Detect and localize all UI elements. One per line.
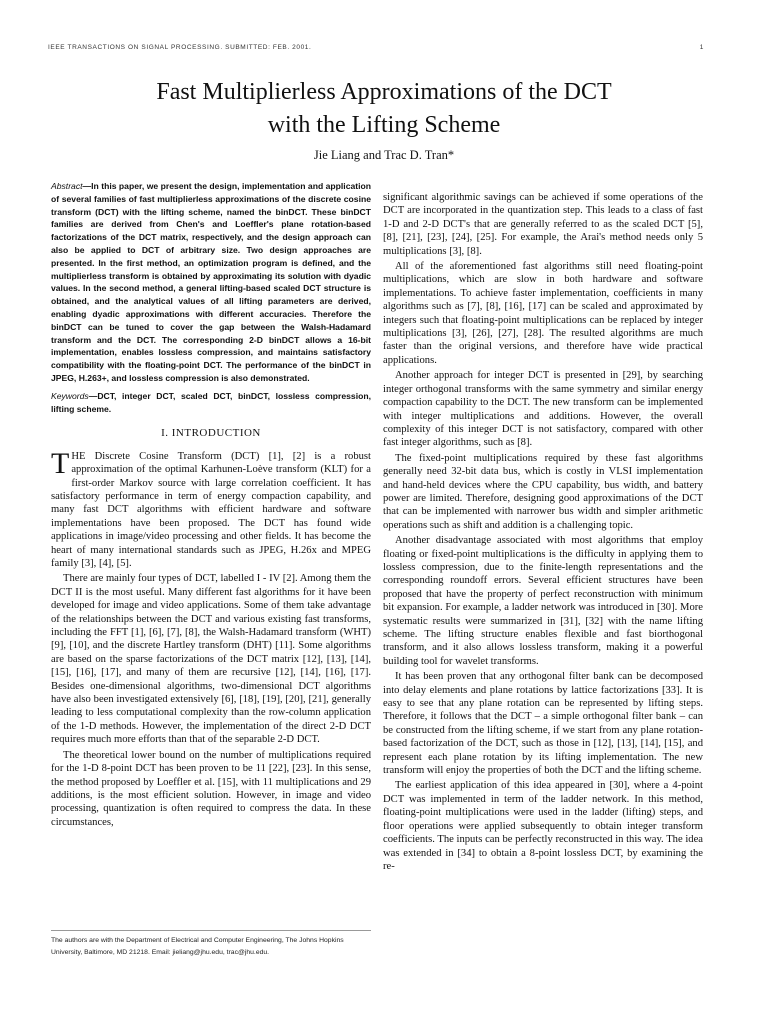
intro-paragraph-3: The theoretical lower bound on the number of multiplications required for the 1-D 8-point DCT has been proven to be 11 [22], [23]. In this sense, the method proposed by Loeffler et al. [15], with 11 multiplications and 29 additions, is the most efficient solution. However, in image and video processing, quantization is often required to compress the data. In these circumstances,	[51, 749, 371, 828]
journal-header: IEEE TRANSACTIONS ON SIGNAL PROCESSING. SUBMITTED: FEB. 2001.	[48, 44, 312, 51]
intro-paragraph-1-text: HE Discrete Cosine Transform (DCT) [1], [2] is a robust approximation of the optimal Karhunen-Loève transform (KLT) for a first-order Markov source with large correlation coefficient. It has satisfactory performance in term of energy compaction capability, and many fast DCT algorithms with efficient hardware and software implementations have been proposed. The DCT has found wide applications in image/video processing and other fields. It has become the heart of many international standards such as JPEG, H.26x and MPEG family [3], [4], [5].	[51, 450, 371, 569]
right-paragraph-5: Another disadvantage associated with most algorithms that employ floating or fixed-point multiplications is the difficulty in applying them to lossless compression, due to the finite-length representations and the corresponding roundoff errors. Several efficient structures have been proposed that have the property of perfect reconstruction with minimum bit expansion. For example, a ladder network was introduced in [30]. More systematic results were summarized in [31], [32] with the name lifting scheme. The lifting structure enables flexible and fast biorthogonal transform, and it also allows lossless transform, making it a powerful building tool for wavelet transforms.	[383, 535, 703, 667]
intro-paragraph-1	[51, 446, 371, 571]
keywords-label: Keywords	[51, 390, 89, 401]
keywords	[51, 390, 371, 416]
title-line-1: Fast Multiplierless Approximations of the DCT	[156, 79, 612, 105]
paper-title	[0, 76, 768, 142]
right-paragraph-7: The earliest application of this idea appeared in [30], where a 4-point DCT was implemented in term of the ladder network. In this method, floating-point multiplications were used in the ladder (lifting) steps, and floor operations were applied subsequently to obtain integer transform coefficients. The inputs can be perfectly reconstructed in this way. The idea was extended in [34] to obtain a 8-point lossless DCT, by examining the re-	[383, 780, 703, 872]
keywords-text: —DCT, integer DCT, scaled DCT, binDCT, lossless compression, lifting scheme.	[51, 390, 371, 414]
running-head	[48, 44, 704, 51]
right-paragraph-1: significant algorithmic savings can be achieved if some operations of the DCT are incorporated in the quantization step. This leads to a class of fast 1-D and 2-D DCT's that are generally referred to as the scaled DCT [5], [8], [21], [23], [24], [25]. For example, the Arai's method needs only 5 multiplications [3], [8].	[383, 192, 703, 257]
right-paragraph-3: Another approach for integer DCT is presented in [29], by searching integer orthogonal transforms with the same symmetry and similar energy compaction capability to the DCT. The new transform can be implemented with integer multiplications and additions. However, the overall complexity of this integer DCT is not satisfactory, compared with other fast integer algorithms, such as [8].	[383, 370, 703, 449]
intro-paragraph-2: There are mainly four types of DCT, labelled I - IV [2]. Among them the DCT II is the most useful. Many different fast algorithms for it have been developed for image and video applications. Some of them take advantage of the relationships between the DCT and various existing fast transforms, including the FFT [1], [6], [7], [8], the Walsh-Hadamard transform (WHT) [9], [10], and the discrete Hartley transform (DHT) [11]. Some algorithms are based on the sparse factorizations of the DCT matrix [12], [13], [14], [15], [16], [17], and many of them are recursive [12], [14], [16], [17]. Besides one-dimensional algorithms, two-dimensional DCT algorithms have also been investigated extensively [6], [18], [19], [20], [21], generally leading to less computational complexity than the row-column application of the 1-D methods. However, the implementation of the direct 2-D DCT requires much more efforts than that of the separable 2-D DCT.	[51, 573, 371, 746]
right-paragraph-4: The fixed-point multiplications required by these fast algorithms generally need 32-bit data bus, which is costly in VLSI implementation and hand-held devices where the CPU capability, bus width, and battery power are limited. Therefore, designing good approximations of the DCT that can be implemented with narrower bus width and simpler arithmetic operations such as shift and addition is a challenging topic.	[383, 452, 703, 531]
page-number: 1	[699, 44, 704, 51]
right-column	[383, 191, 703, 875]
abstract	[51, 180, 371, 385]
affiliation-footnote: The authors are with the Department of Electrical and Computer Engineering, The Johns Hopkins University, Baltimore, MD 21218. Email: jieliang@jhu.edu, trac@jhu.edu.	[51, 930, 371, 959]
right-paragraph-2: All of the aforementioned fast algorithms still need floating-point multiplications, which are slow in both hardware and software implementations. To achieve faster implementation, coefficients in many algorithms such as [7], [8], [16], [17] can be scaled and approximated by integers such that floating-point multiplications can be replaced by integer multiplications [3], [26], [27], [28]. The resulted algorithms are much faster than the original versions, and therefore have wide practical applications.	[383, 261, 703, 366]
left-column	[51, 180, 371, 831]
title-line-2: with the Lifting Scheme	[267, 112, 501, 138]
right-paragraph-6: It has been proven that any orthogonal filter bank can be decomposed into delay elements and plane rotations by lattice factorizations [33]. It is easy to see that any plane rotation can be represented by lifting steps. Therefore, it follows that the DCT – a simple orthogonal filter bank – can be constructed from the lifting scheme, if we start from any plane rotation-based factorization of the DCT, such as those in [12], [13], [14], [15], and represent each plane rotation by its lifting implementation. The new transform will enjoy the properties of both the DCT and the lifting scheme.	[383, 671, 703, 777]
abstract-text: —In this paper, we present the design, implementation and application of several families of fast multiplierless approximations of the discrete cosine transform (DCT) with the lifting scheme, named the binDCT. These binDCT families are derived from Chen's and Loeffler's plane rotation-based factorizations of the DCT matrix, respectively, and the design approach can also be applied to DCT of arbitrary size. Two design approaches are presented. In the first method, an optimization program is defined, and the multiplierless transform is obtained by approximating its solution with dyadic values. In the second method, a general lifting-based scaled DCT structure is obtained, and the analytical values of all lifting parameters are derived, enabling dyadic approximations with different accuracies. Therefore the binDCT can be tuned to cover the gap between the Walsh-Hadamard transform and the DCT. The corresponding 2-D binDCT allows a 16-bit implementation, enables lossless compression, and maintains satisfactory compatibility with the floating-point DCT. The performance of the binDCT in JPEG, H.263+, and lossless compression is also demonstrated.	[51, 181, 371, 383]
abstract-label: Abstract	[51, 181, 83, 191]
drop-cap: T	[51, 446, 70, 480]
section-heading-introduction: I. INTRODUCTION	[161, 427, 261, 440]
author-list: Jie Liang and Trac D. Tran*	[313, 148, 455, 162]
